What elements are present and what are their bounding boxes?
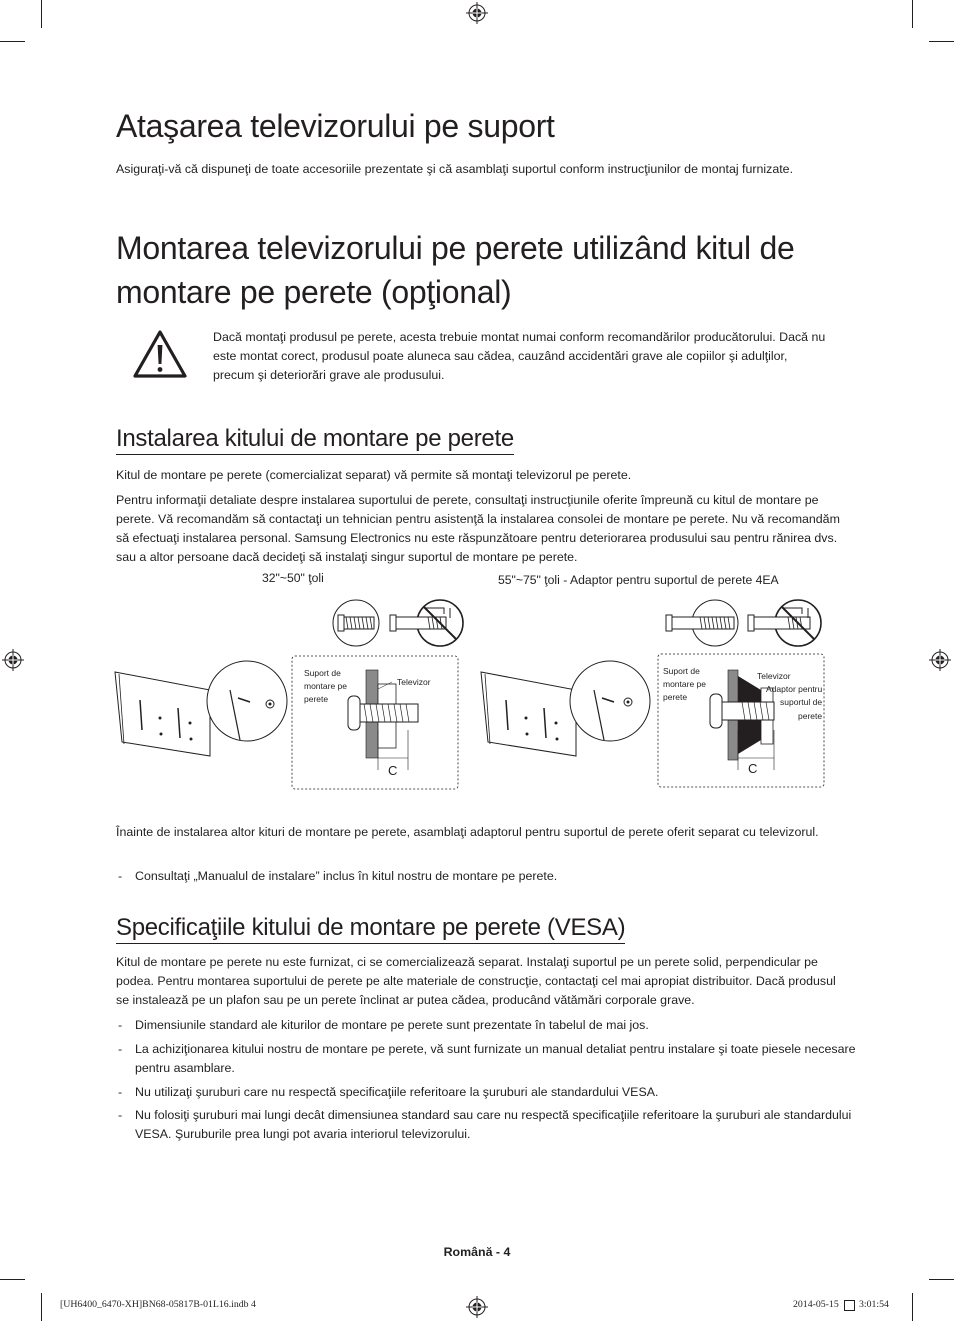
vesa-paragraph: Kitul de montare pe perete nu este furnizat, ci se comercializează separat. Instalaţi suportul pe un perete solid, perpendicular pe podea. Pentru montarea suportului de perete pe alte materiale de construcţie, contactaţi cel mai apropiat distribuitor. Dacă produsul se instalează pe un plafon sau pe un perete înclinat ar putea cădea, producând vătămări corporale grave. (116, 955, 836, 1007)
list-item: - Dimensiunile standard ale kiturilor de montare pe perete sunt prezentate în tabelul de mai jos. (118, 1018, 649, 1032)
screw-prohibited-icon (390, 600, 463, 646)
footer-file: [UH6400_6470-XH]BN68-05817B-01L16.indb 4 (60, 1299, 256, 1310)
page-title: Ataşarea televizorului pe suport (116, 108, 555, 144)
label-bracket-line2: montare pe (304, 681, 347, 691)
registration-mark-icon (929, 649, 951, 671)
label-bracket-line2: montare pe (663, 679, 706, 689)
warning-triangle-icon (132, 328, 188, 380)
page-number: Română - 4 (443, 1245, 511, 1259)
install-paragraph-2: Pentru informaţii detaliate despre instalarea suportului de perete, consultaţi instrucţiunile oferite împreună cu kitul de montare pe perete. Vă recomandăm să contactaţi un tehnician pentru asistenţă la instalarea consolei de montare pe perete. Nu vă recomandăm să efectuaţi instalarea personal. Samsung Electronics nu este răspunzătoare pentru deteriorarea produsului sau pentru rănirea dvs. sau a altor persoane dacă decideţi să instalaţi singur suportul de montare pe perete. (116, 493, 840, 564)
install-paragraph-1: Kitul de montare pe perete (comercializat separat) vă permite să montaţi televizorul pe perete. (116, 468, 632, 482)
section-heading-install: Instalarea kitului de montare pe perete (116, 425, 514, 455)
registration-mark-icon (466, 1296, 488, 1318)
label-c: C (388, 763, 398, 778)
label-bracket-line1: Suport de (663, 666, 700, 676)
label-adapter-line2: suportul de (780, 697, 823, 707)
crop-mark (0, 41, 25, 42)
footer-glyph-box (844, 1300, 855, 1311)
screw-icon (333, 600, 379, 646)
wall-mount-diagram-small (110, 590, 465, 800)
crop-mark (929, 41, 954, 42)
label-tv: Televizor (757, 671, 791, 681)
list-item: - Nu utilizaţi şuruburi care nu respectă specificaţiile referitoare la şuruburi ale standardului VESA. (118, 1085, 659, 1099)
warning-text: Dacă montaţi produsul pe perete, acesta trebuie montat numai conform recomandărilor producătorului. Dacă nu este montat corect, produsul poate aluneca sau cădea, cauzând accidentări grave ale copiilor şi adulţilor, precum şi deteriorări grave ale produsului. (213, 330, 826, 382)
list-item: - Consultaţi „Manualul de instalare” inclus în kitul nostru de montare pe perete. (118, 869, 558, 883)
adapter-paragraph: Înainte de instalarea altor kituri de montare pe perete, asamblaţi adaptorul pentru suportul de perete oferit separat cu televizorul. (116, 825, 819, 839)
crop-mark (912, 0, 913, 28)
label-adapter-line1: Adaptor pentru (766, 684, 823, 694)
label-tv: Televizor (397, 677, 431, 687)
list-item: - La achiziţionarea kitului nostru de montare pe perete, vă sunt furnizate un manual detaliat pentru instalare şi toate piesele necesare pentru asamblare. (118, 1042, 856, 1075)
list-item: - Nu folosiţi şuruburi mai lungi decât dimensiunea standard sau care nu respectă specificaţiile referitoare la şuruburi ale standardului VESA. Şuruburile prea lungi pot avaria interiorul televizorului. (118, 1108, 852, 1141)
label-c: C (748, 761, 758, 776)
crop-mark (929, 1279, 954, 1280)
diagram-caption-small: 32"~50" ţoli (262, 571, 324, 585)
diagram-caption-large: 55"~75" ţoli - Adaptor pentru suportul de perete 4EA (498, 573, 779, 587)
section-heading-vesa: Specificaţiile kitului de montare pe perete (VESA) (116, 914, 625, 944)
crop-mark (41, 1293, 42, 1321)
registration-mark-icon (466, 2, 488, 24)
registration-mark-icon (2, 649, 24, 671)
section-title-wall-mount: Montarea televizorului pe perete utilizând kitul de montare pe perete (opţional) (116, 230, 795, 310)
footer-time: 3:01:54 (859, 1299, 889, 1310)
label-bracket-line3: perete (663, 692, 688, 702)
label-adapter-line3: perete (798, 711, 823, 721)
crop-mark (912, 1293, 913, 1321)
intro-text: Asiguraţi-vă că dispuneţi de toate accesoriile prezentate şi că asamblaţi suportul conform instrucţiunilor de montaj furnizate. (116, 162, 794, 176)
crop-mark (41, 0, 42, 28)
footer-date: 2014-05-15 (793, 1299, 839, 1310)
label-bracket-line1: Suport de (304, 668, 341, 678)
crop-mark (0, 1279, 25, 1280)
screw-prohibited-icon (748, 600, 821, 646)
wall-mount-diagram-large (476, 590, 831, 800)
screw-icon (666, 600, 738, 646)
label-bracket-line3: perete (304, 694, 329, 704)
